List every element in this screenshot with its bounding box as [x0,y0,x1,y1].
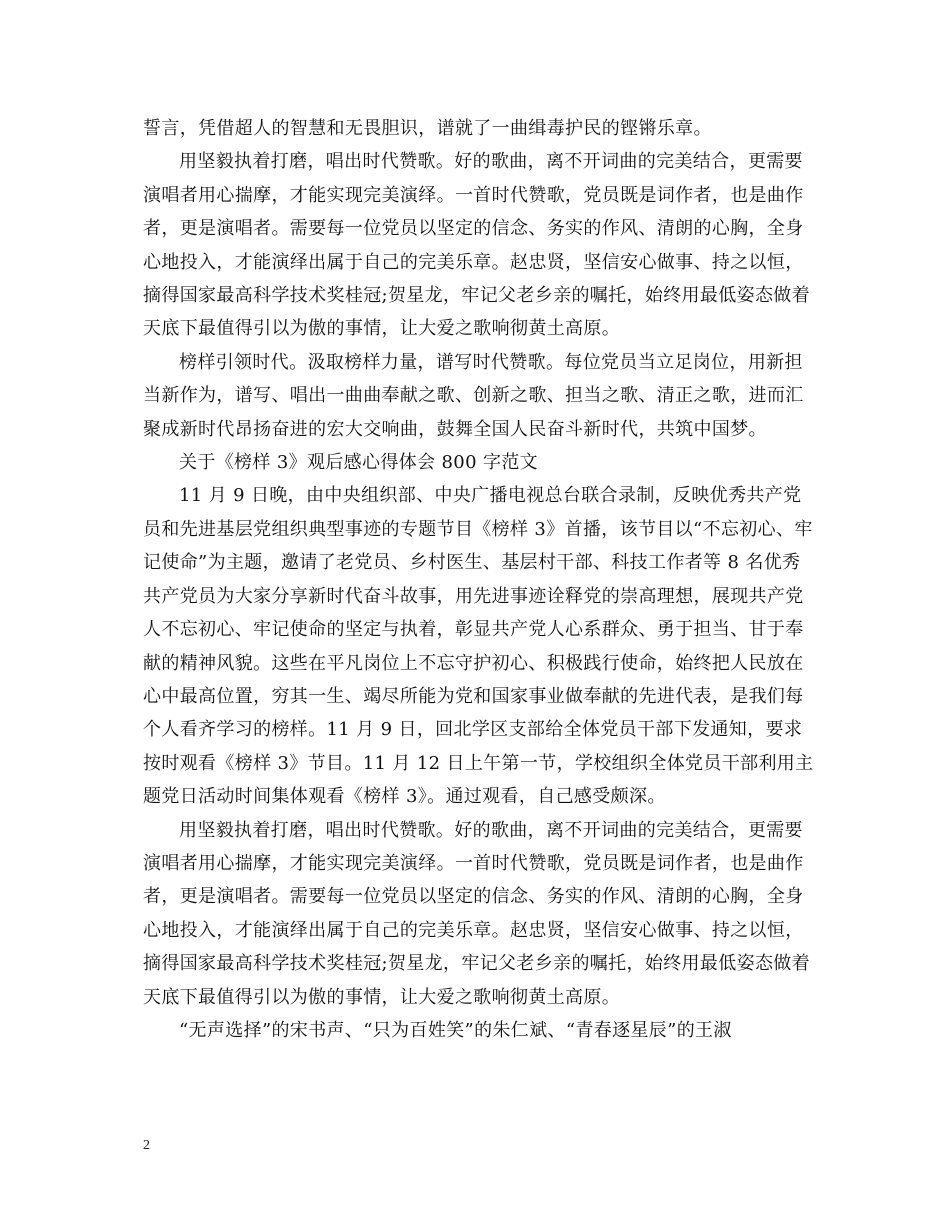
section-heading: 关于《榜样 3》观后感心得体会 800 字范文 [179,452,539,474]
paragraph-1: 誓言，凭借超人的智慧和无畏胆识，谱就了一曲缉毒护民的铿锵乐章。 [143,118,712,139]
document-body [143,112,815,1047]
paragraph-5: 用坚毅执着打磨，唱出时代赞歌。好的歌曲，离不开词曲的完美结合，更需要演唱者用心揣摩，才能实现完美演绎。一首时代赞歌，党员既是词作者，也是曲作者，更是演唱者。需要每一位党员以坚定的信念、务实的作风、清朗的心胸，全身心地投入，才能演绎出属于自己的完美乐章。赵忠贤，坚信安心做事、持之以恒，摘得国家最高科学技术奖桂冠;贺星龙，牢记父老乡亲的嘱托，始终用最低姿态做着天底下最值得引以为傲的事情，让大爱之歌响彻黄土高原。 [143,819,811,1008]
paragraph-4: 11 月 9 日晚，由中央组织部、中央广播电视总台联合录制，反映优秀共产党员和先进基层党组织典型事迹的专题节目《榜样 3》首播，该节目以“不忘初心、牢记使命”为主题，邀请了老党员、乡村医生、基层村干部、科技工作者等 8 名优秀共产党员为大家分享新时代奋斗故事，用先进事迹诠释党的崇高理想，展现共产党人不忘初心、牢记使命的坚定与执着，彰显共产党人心系群众、勇于担当、甘于奉献的精神风貌。这些在平凡岗位上不忘守护初心、积极践行使命，始终把人民放在心中最高位置，穷其一生、竭尽所能为党和国家事业做奉献的先进代表，是我们每个人看齐学习的榜样。11 月 9 日，回北学区支部给全体党员干部下发通知，要求按时观看《榜样 3》节目。11 月 12 日上午第一节，学校组织全体党员干部利用主题党日活动时间集体观看《榜样 3》。通过观看，自己感受颇深。 [143,485,814,808]
paragraph-2: 用坚毅执着打磨，唱出时代赞歌。好的歌曲，离不开词曲的完美结合，更需要演唱者用心揣摩，才能实现完美演绎。一首时代赞歌，党员既是词作者，也是曲作者，更是演唱者。需要每一位党员以坚定的信念、务实的作风、清朗的心胸，全身心地投入，才能演绎出属于自己的完美乐章。赵忠贤，坚信安心做事、持之以恒，摘得国家最高科学技术奖桂冠;贺星龙，牢记父老乡亲的嘱托，始终用最低姿态做着天底下最值得引以为傲的事情，让大爱之歌响彻黄土高原。 [143,151,811,340]
paragraph-6: “无声选择”的宋书声、“只为百姓笑”的朱仁斌、“青春逐星辰”的王淑 [179,1019,732,1041]
paragraph-3: 榜样引领时代。汲取榜样力量，谱写时代赞歌。每位党员当立足岗位，用新担当新作为，谱写、唱出一曲曲奉献之歌、创新之歌、担当之歌、清正之歌，进而汇聚成新时代昂扬奋进的宏大交响曲，鼓舞全国人民奋斗新时代，共筑中国梦。 [143,351,804,440]
page-number: 2 [143,1138,150,1153]
